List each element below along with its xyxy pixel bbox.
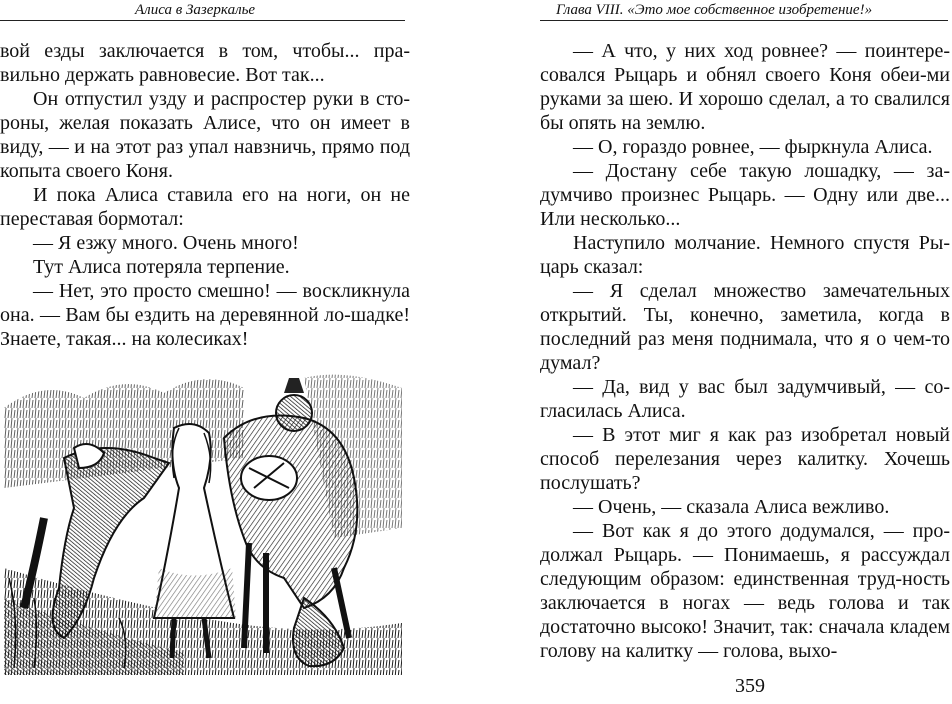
- paragraph: — Достану себе такую лошадку, — за-думчиво произнес Рыцарь. — Одну или две... Или несколько...: [540, 160, 950, 230]
- paragraph: вой езды заключается в том, чтобы... пра-вильно держать равновесие. Вот так...: [0, 40, 410, 86]
- left-page-text: [0, 39, 410, 351]
- paragraph: — А что, у них ход ровнее? — поинтере-совался Рыцарь и обнял своего Коня обеи-ми руками за шею. И хорошо сделал, а то свалился бы опять на землю.: [540, 40, 950, 134]
- paragraph: — Вот как я до этого додумался, — про-должал Рыцарь. — Понимаешь, я рассуждал следующим образом: единственная труд-ность заключается в ногах — ведь голова и так достаточно высоко! Значит, так: сначала кладем голову на калитку — голова, выхо-: [540, 520, 950, 662]
- right-running-head: Глава VIII. «Это мое собственное изобретение!»: [540, 0, 948, 21]
- page-number: 359: [735, 675, 765, 697]
- paragraph: — Да, вид у вас был задумчивый, — со-гласилась Алиса.: [540, 376, 950, 422]
- paragraph: — Нет, это просто смешно! — воскликнула она. — Вам бы ездить на деревянной ло-шадке! Знаете, такая... на колесиках!: [0, 280, 410, 350]
- illustration-knight-horse-icon: [4, 368, 402, 675]
- paragraph: — Очень, — сказала Алиса вежливо.: [573, 496, 890, 518]
- paragraph: И пока Алиса ставила его на ноги, он не переставая бормотал:: [0, 184, 410, 230]
- paragraph: — В этот миг я как раз изобретал новый способ перелезания через калитку. Хочешь послушать?: [540, 424, 950, 494]
- paragraph: — Я сделал множество замечательных открытий. Ты, конечно, заметила, когда в последний раз меня поднимала, что я о чем-то думал?: [540, 280, 950, 374]
- paragraph: — Я езжу много. Очень много!: [33, 232, 299, 254]
- left-page: [0, 0, 410, 704]
- right-page: [540, 0, 952, 704]
- paragraph: Он отпустил узду и распростер руки в сто-роны, желая показать Алисе, что он имеет в виду, — и на этот раз упал навзничь, прямо под копыта своего Коня.: [0, 88, 410, 182]
- right-page-text: [540, 39, 950, 663]
- paragraph: Наступило молчание. Немного спустя Ры-царь сказал:: [540, 232, 950, 278]
- left-running-head: Алиса в Зазеркалье: [0, 0, 405, 21]
- paragraph: — О, гораздо ровнее, — фыркнула Алиса.: [573, 136, 933, 158]
- paragraph: Тут Алиса потеряла терпение.: [33, 256, 290, 278]
